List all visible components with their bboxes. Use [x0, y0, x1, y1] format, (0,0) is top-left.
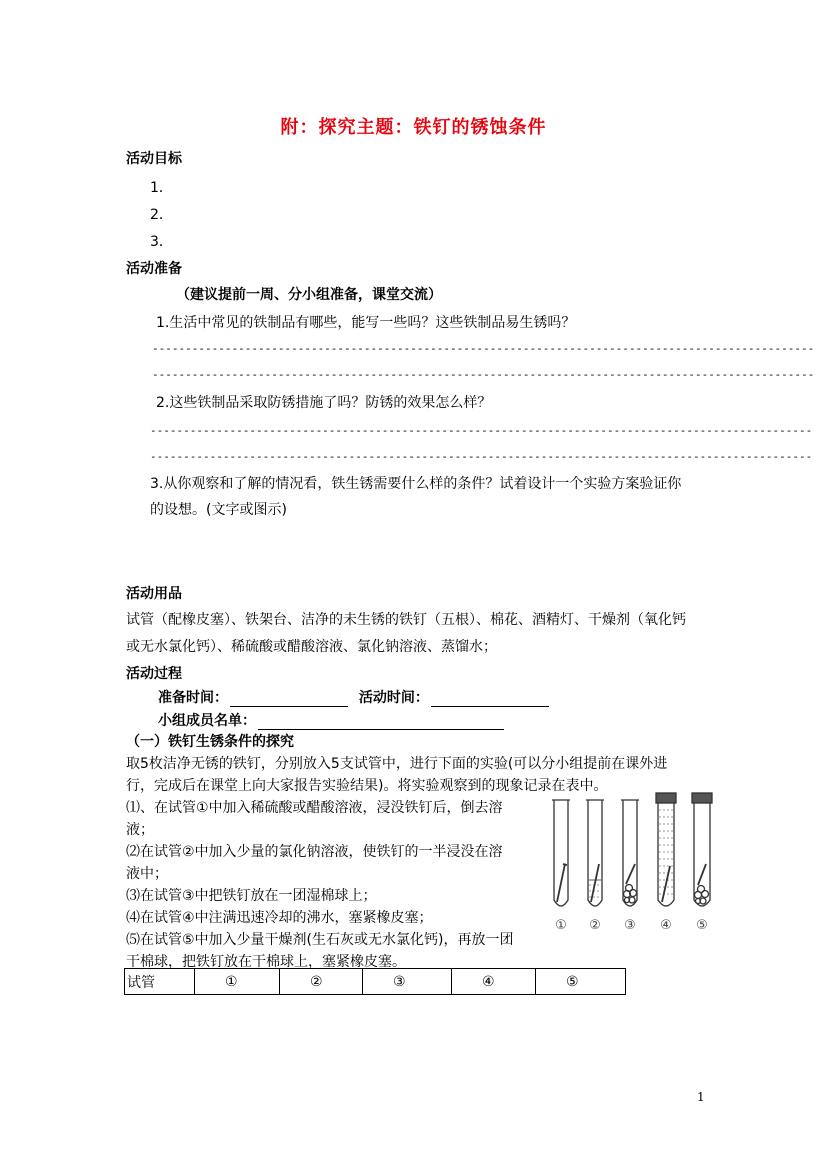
test-tube-2: [586, 800, 604, 906]
step-line-7: ⑸在试管⑤中加入少量干燥剂(生石灰或无水氯化钙)，再放一团: [126, 932, 514, 948]
supplies-heading: 活动用品: [126, 586, 182, 602]
activity-time-field[interactable]: [431, 692, 549, 707]
prep-time-label: 准备时间：: [158, 690, 228, 706]
tube-label-4: ④: [660, 918, 672, 933]
table-header-cell: ⑤: [566, 973, 579, 990]
step-line-2: 液；: [126, 822, 154, 838]
prep-note: （建议提前一周、分小组准备，课堂交流）: [176, 287, 442, 303]
test-tube-1: [552, 800, 570, 906]
goals-heading: 活动目标: [126, 151, 182, 167]
answer-line-4: ----------------------------------------------------------------------------------------------------: [150, 450, 813, 463]
step-line-1: ⑴、在试管①中加入稀硫酸或醋酸溶液，浸没铁钉后，倒去溶: [126, 800, 503, 816]
members-label: 小组成员名单：: [158, 713, 256, 729]
goal-item-1: 1．: [150, 180, 173, 196]
step-line-8: 干棉球，把铁钉放在干棉球上，塞紧橡皮塞。: [126, 954, 406, 970]
goal-item-3: 3．: [150, 234, 173, 250]
prep-question-3-line2: 的设想。(文字或图示): [150, 502, 287, 518]
test-tubes-illustration: [548, 792, 720, 934]
table-header-cell: ④: [452, 969, 536, 994]
prep-question-1: 1.生活中常见的铁制品有哪些，能写一些吗？这些铁制品易生锈吗？: [156, 315, 576, 331]
table-header-cell: ②: [280, 969, 363, 994]
prep-question-3-line1: 3.从你观察和了解的情况看，铁生锈需要什么样的条件？试着设计一个实验方案验证你: [150, 476, 682, 492]
intro-line-1: 取5枚洁净无锈的铁钉，分别放入5支试管中，进行下面的实验(可以分小组提前在课外进: [126, 756, 668, 772]
tube-label-1: ①: [555, 918, 567, 933]
section1-heading: （一）铁钉生锈条件的探究: [126, 734, 294, 750]
prep-time-field[interactable]: [230, 692, 348, 707]
tube-label-5: ⑤: [696, 918, 708, 933]
answer-line-1: ----------------------------------------------------------------------------------------------------: [152, 342, 815, 355]
answer-line-3: ----------------------------------------------------------------------------------------------------: [150, 424, 813, 437]
prep-time-row: [158, 687, 549, 707]
test-tube-5: [692, 793, 712, 906]
test-tube-3: [621, 800, 639, 906]
step-line-3: ⑵在试管②中加入少量的氯化钠溶液，使铁钉的一半浸没在溶: [126, 844, 503, 860]
members-field[interactable]: [258, 715, 504, 730]
tube-label-3: ③: [624, 918, 636, 933]
step-line-5: ⑶在试管③中把铁钉放在一团湿棉球上；: [126, 888, 377, 904]
page-number: 1: [697, 1090, 705, 1104]
intro-line-2: 行，完成后在课堂上向大家报告实验结果)。将实验观察到的现象记录在表中。: [126, 778, 608, 794]
prep-question-2: 2.这些铁制品采取防锈措施了吗？防锈的效果怎么样？: [156, 395, 492, 411]
tube-label-2: ②: [589, 918, 601, 933]
table-header-cell: ③: [363, 969, 452, 994]
observation-table: [124, 968, 626, 995]
members-row: [158, 710, 504, 730]
step-line-6: ⑷在试管④中注满迅速冷却的沸水，塞紧橡皮塞；: [126, 910, 433, 926]
answer-line-2: ----------------------------------------------------------------------------------------------------: [152, 368, 815, 381]
table-header-cell: ①: [195, 969, 280, 994]
supplies-line-2: 或无水氯化钙）、稀硫酸或醋酸溶液、氯化钠溶液、蒸馏水；: [126, 639, 497, 655]
step-line-4: 液中；: [126, 866, 168, 882]
prep-heading: 活动准备: [126, 261, 182, 277]
goal-item-2: 2．: [150, 207, 173, 223]
activity-time-label: 活动时间：: [358, 690, 429, 706]
test-tube-4: [656, 793, 676, 906]
supplies-line-1: 试管（配橡皮塞）、铁架台、洁净的未生锈的铁钉（五根）、棉花、酒精灯、干燥剂（氧化钙: [126, 612, 686, 628]
page-title: 附：探究主题：铁钉的锈蚀条件: [280, 117, 547, 138]
table-header-cell: 试管: [125, 969, 195, 994]
process-heading: 活动过程: [126, 666, 182, 682]
